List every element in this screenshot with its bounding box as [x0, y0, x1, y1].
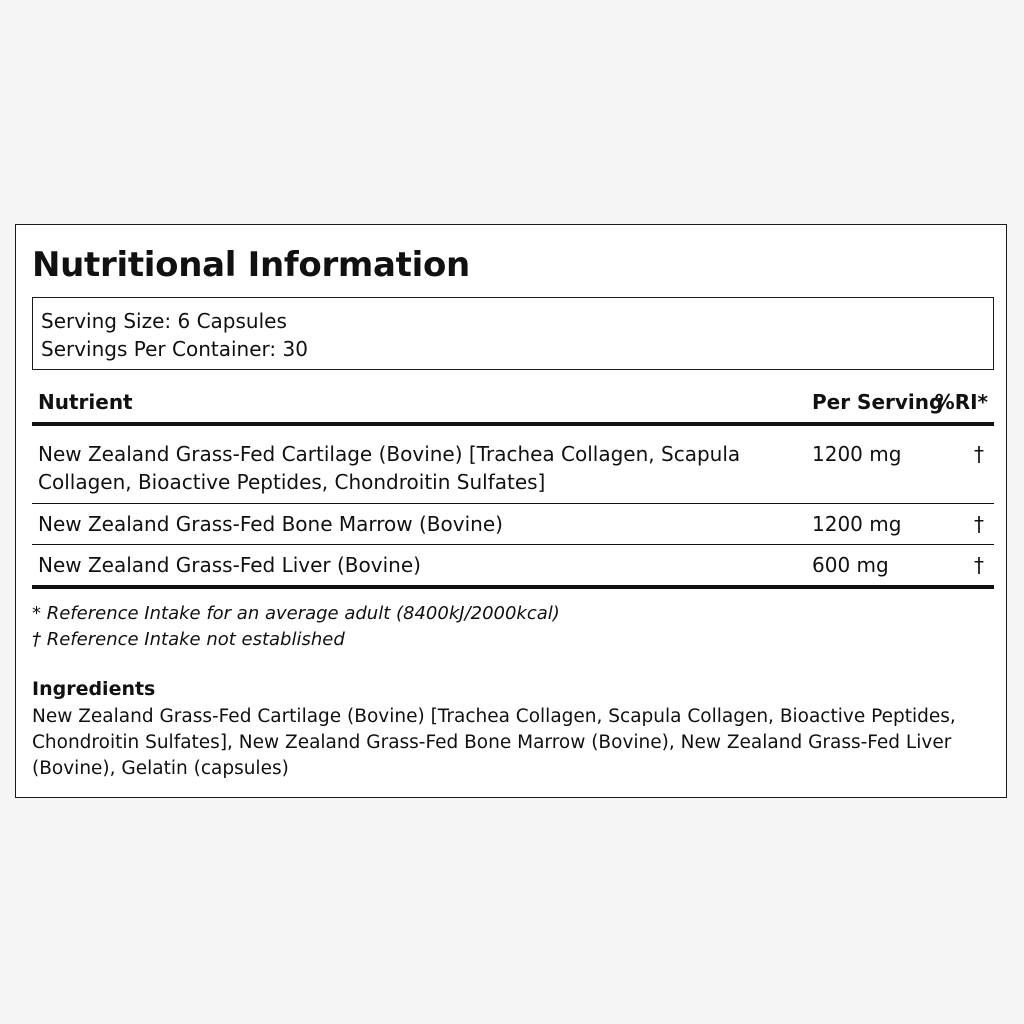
- nutrient-table: [32, 385, 994, 589]
- table-row: [32, 504, 994, 545]
- nutrient-amount: 1200 mg: [812, 442, 902, 466]
- ingredients-title: Ingredients: [32, 678, 156, 700]
- ri-footnote: * Reference Intake for an average adult (8400kJ/2000kcal): [32, 603, 560, 624]
- table-row: [32, 545, 994, 589]
- nutrient-ri: †: [974, 553, 984, 577]
- serving-size: Serving Size: 6 Capsules: [41, 309, 287, 333]
- ingredients-text: New Zealand Grass-Fed Cartilage (Bovine) [Trachea Collagen, Scapula Collagen, Bioactive Peptides, Chondroitin Sulfates], New Zealand Grass-Fed Bone Marrow (Bovine), New Zealand Grass-Fed Liver (Bovine), Gelatin (capsules): [32, 706, 956, 779]
- servings-per-container: Servings Per Container: 30: [41, 337, 308, 361]
- panel-title: Nutritional Information: [32, 245, 470, 285]
- nutrient-name: New Zealand Grass-Fed Cartilage (Bovine) [Trachea Collagen, Scapula Collagen, Bioactive Peptides, Chondroitin Sulfates]: [38, 442, 741, 494]
- serving-info-box: [32, 297, 994, 370]
- nutrient-ri: †: [974, 512, 984, 536]
- table-header: [32, 385, 994, 426]
- header-ri: %RI*: [934, 390, 988, 414]
- nutrient-amount: 600 mg: [812, 553, 889, 577]
- nutrition-panel: [15, 224, 1007, 798]
- table-row: [32, 426, 994, 504]
- nutrient-amount: 1200 mg: [812, 512, 902, 536]
- nutrient-name: New Zealand Grass-Fed Liver (Bovine): [38, 553, 421, 577]
- header-nutrient: Nutrient: [38, 390, 133, 414]
- footnotes: [32, 601, 560, 653]
- nutrient-name: New Zealand Grass-Fed Bone Marrow (Bovine): [38, 512, 503, 536]
- dagger-footnote: † Reference Intake not established: [32, 629, 345, 650]
- header-per-serving: Per Serving: [812, 390, 944, 414]
- nutrient-ri: †: [974, 442, 984, 466]
